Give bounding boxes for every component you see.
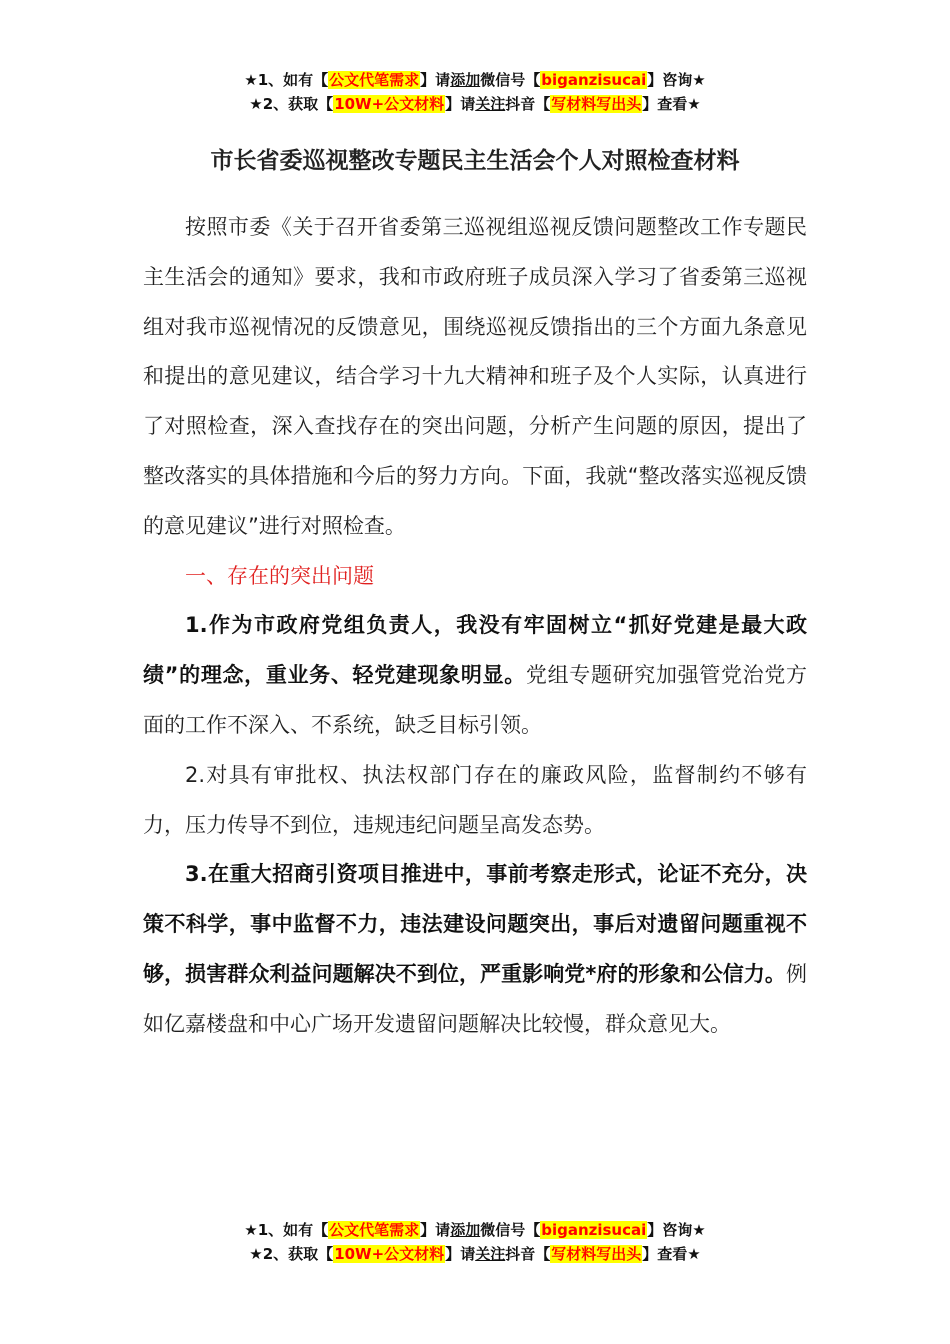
- banner-text: 】咨询★: [647, 71, 706, 89]
- banner-text: 】咨询★: [647, 1221, 706, 1239]
- header-banner: [0, 68, 950, 116]
- banner-text: ★1、如有【: [244, 71, 329, 89]
- banner-line-2: [0, 92, 950, 116]
- banner-highlight: 写材料写出头: [551, 1245, 642, 1263]
- banner-text: 】请: [420, 1221, 451, 1239]
- banner-underlined: 关注: [475, 95, 506, 113]
- item-3-text: 例如亿嘉楼盘和中心广场开发遗留问题解决比较慢，群众意见大。: [143, 961, 807, 1036]
- item-2: [143, 751, 807, 851]
- banner-text: 抖音【: [505, 95, 551, 113]
- document-body: [143, 203, 807, 1050]
- item-1-bold: 1.作为市政府党组负责人，我没有牢固树立“抓好党建是最大政绩”的理念，重业务、轻党建现象明显。: [143, 613, 807, 688]
- banner-text: ★2、获取【: [249, 95, 334, 113]
- banner-highlight: biganzisucai: [541, 71, 647, 89]
- footer-banner: [0, 1218, 950, 1266]
- banner-text: 微信号【: [480, 1221, 541, 1239]
- intro-paragraph: 按照市委《关于召开省委第三巡视组巡视反馈问题整改工作专题民主生活会的通知》要求，我和市政府班子成员深入学习了省委第三巡视组对我市巡视情况的反馈意见，围绕巡视反馈指出的三个方面九条意见和提出的意见建议，结合学习十九大精神和班子及个人实际，认真进行了对照检查，深入查找存在的突出问题，分析产生问题的原因，提出了整改落实的具体措施和今后的努力方向。下面，我就“整改落实巡视反馈的意见建议”进行对照检查。: [143, 215, 807, 538]
- section-heading: 一、存在的突出问题: [185, 563, 374, 588]
- banner-line-1: [0, 68, 950, 92]
- banner-text: 】查看★: [642, 1245, 701, 1263]
- banner-text: ★2、获取【: [249, 1245, 334, 1263]
- banner-underlined: 关注: [475, 1245, 506, 1263]
- item-3: [143, 850, 807, 1049]
- banner-text: 微信号【: [480, 71, 541, 89]
- banner-highlight: 10W+公文材料: [334, 95, 445, 113]
- item-1: [143, 601, 807, 750]
- banner-highlight: 10W+公文材料: [334, 1245, 445, 1263]
- banner-underlined: 添加: [450, 71, 481, 89]
- banner-text: 】请: [445, 1245, 476, 1263]
- item-1-text: 党组专题研究加强管党治党方面的工作不深入、不系统，缺乏目标引领。: [143, 663, 807, 737]
- banner-text: 抖音【: [505, 1245, 551, 1263]
- item-2-text: 2.对具有审批权、执法权部门存在的廉政风险，监督制约不够有力，压力传导不到位，违规违纪问题呈高发态势。: [143, 762, 807, 837]
- document-title: 市长省委巡视整改专题民主生活会个人对照检查材料: [210, 148, 740, 174]
- banner-text: 】请: [445, 95, 476, 113]
- banner-highlight: 公文代笔需求: [329, 71, 420, 89]
- item-3-bold: 3.在重大招商引资项目推进中，事前考察走形式，论证不充分，决策不科学，事中监督不力，违法建设问题突出，事后对遗留问题重视不够，损害群众利益问题解决不到位，严重影响党*府的形象和公信力。: [143, 862, 807, 986]
- banner-highlight: biganzisucai: [541, 1221, 647, 1239]
- banner-text: 】查看★: [642, 95, 701, 113]
- banner-text: ★1、如有【: [244, 1221, 329, 1239]
- banner-highlight: 公文代笔需求: [329, 1221, 420, 1239]
- banner-text: 】请: [420, 71, 451, 89]
- banner-underlined: 添加: [450, 1221, 481, 1239]
- banner-highlight: 写材料写出头: [551, 95, 642, 113]
- banner-line-2: [0, 1242, 950, 1266]
- banner-line-1: [0, 1218, 950, 1242]
